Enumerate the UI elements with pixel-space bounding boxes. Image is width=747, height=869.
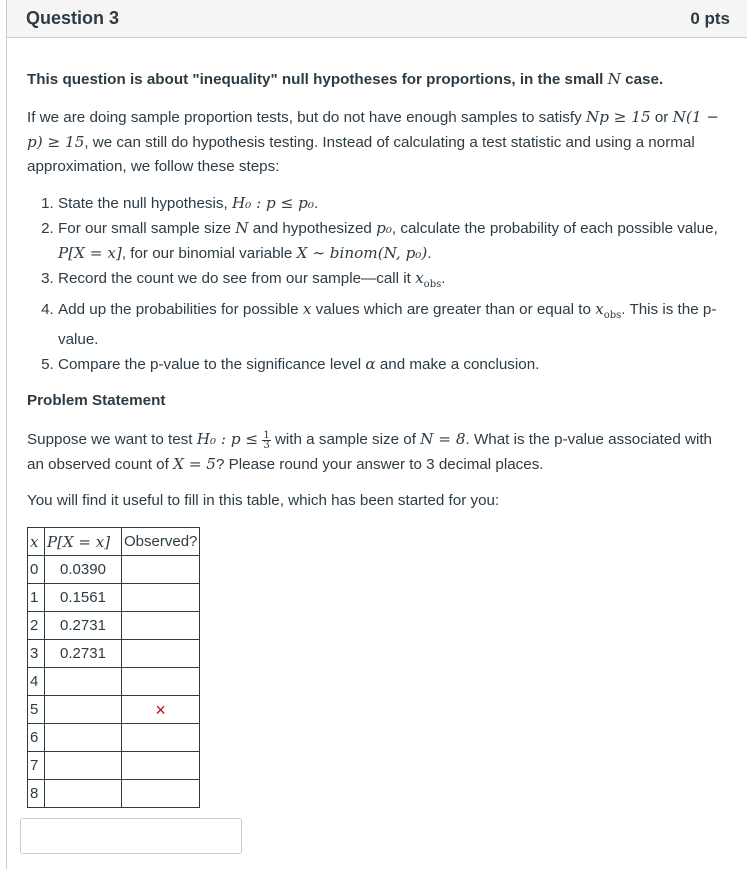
table-row: 2 0.2731	[28, 612, 200, 640]
question-header	[7, 0, 747, 38]
question-points: 0 pts	[690, 8, 730, 28]
problem-statement: Suppose we want to test H₀ : p ≤ $\frac{1}{3}$ with a sample size of N = 8. What is the p-value associated with an observed count of X = 5? Please round your answer to 3 decimal places.	[27, 429, 712, 474]
step-5: 5. Compare the p-value to the significance level α and make a conclusion.	[58, 352, 733, 377]
probability-table	[27, 527, 200, 808]
header-p: P[X = x]	[45, 528, 122, 556]
header-x: x	[28, 528, 45, 556]
step-4: 4. Add up the probabilities for possible x values which are greater than or equal to $x_{obs}$. This is the p-value.	[58, 297, 733, 352]
table-row: 8	[28, 780, 200, 808]
table-row: 3 0.2731	[28, 640, 200, 668]
steps-list	[27, 191, 733, 377]
question-card	[6, 0, 747, 869]
question-body	[7, 67, 747, 808]
problem-heading: Problem Statement	[27, 392, 166, 410]
header-observed: Observed?	[122, 528, 200, 556]
observed-mark: ×	[122, 696, 200, 724]
table-row: 7	[28, 752, 200, 780]
fraction: $\frac{1}{3}$	[263, 429, 270, 451]
step-3: 3. Record the count we do see from our sample—call it $x_{obs}$.	[58, 266, 733, 297]
question-title: Question 3	[26, 8, 120, 28]
intro-text: This question is about "inequality" null hypotheses for proportions, in the small N case.	[27, 70, 664, 88]
table-row: 0 0.0390	[28, 556, 200, 584]
table-row: 1 0.1561	[28, 584, 200, 612]
answer-input[interactable]	[20, 818, 242, 854]
description-paragraph: If we are doing sample proportion tests, but do not have enough samples to satisfy Np ≥ 15 or N(1 − p) ≥ 15, we can still do hypothesis testing. Instead of calculating a test statistic and using a normal approximation, we follow these steps:	[27, 108, 720, 175]
table-row: 4	[28, 668, 200, 696]
table-row: 5 ×	[28, 696, 200, 724]
step-1: 1. State the null hypothesis, H₀ : p ≤ p₀.	[58, 191, 733, 216]
table-header-row	[28, 528, 200, 556]
table-intro: You will find it useful to fill in this table, which has been started for you:	[27, 492, 500, 510]
table-row: 6	[28, 724, 200, 752]
step-2: 2. For our small sample size N and hypothesized p₀, calculate the probability of each possible value, P[X = x], for our binomial variable X ∼ binom(N, p₀).	[58, 216, 733, 266]
